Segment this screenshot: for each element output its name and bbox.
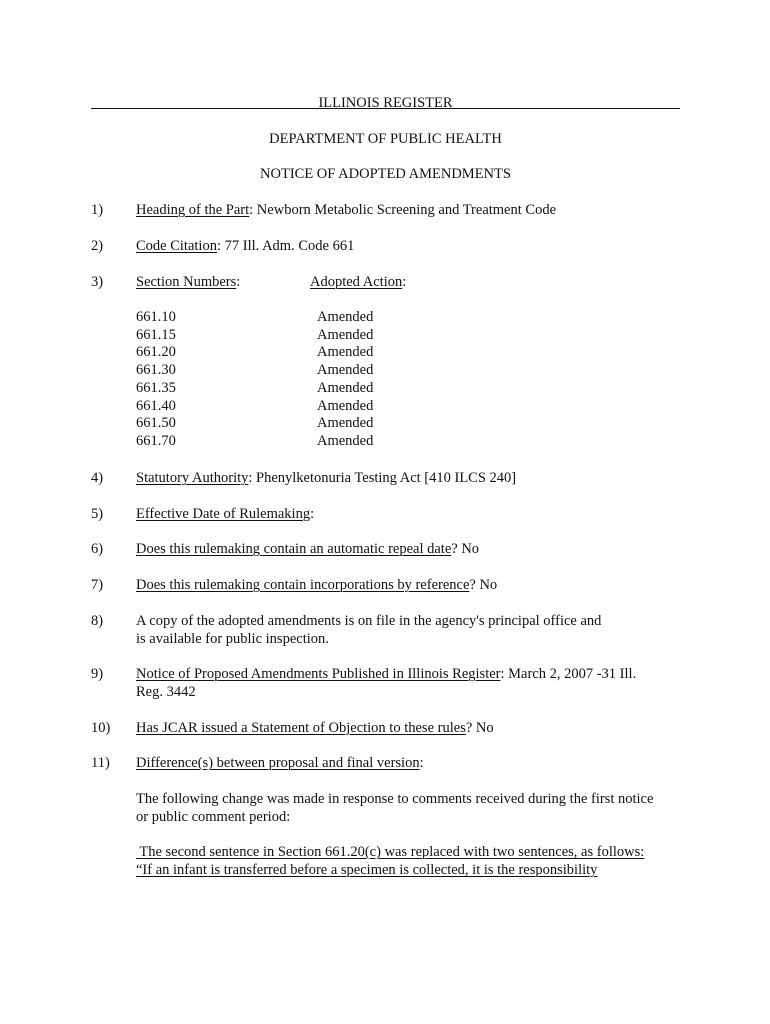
item-label: Does this rulemaking contain an automatic repeal date	[136, 541, 452, 557]
colon: :	[236, 274, 241, 290]
adopted-action: Amended	[317, 326, 374, 343]
adopted-action: Amended	[317, 397, 374, 414]
item-label: Does this rulemaking contain incorporations by reference	[136, 577, 470, 593]
item-number: 6)	[91, 541, 104, 557]
adopted-action: Amended	[317, 415, 374, 432]
item-code-citation	[136, 237, 354, 255]
quoted-line: The second sentence in Section 661.20(c) was replaced with two sentences, as follows:	[136, 844, 645, 860]
register-header: ILLINOIS REGISTER	[318, 95, 453, 111]
item-number: 5)	[91, 506, 104, 522]
section-number: 661.15	[136, 326, 176, 343]
paragraph-line: The following change was made in response to comments received during the first notice	[136, 791, 654, 807]
item-number: 3)	[91, 274, 104, 290]
item-label: Has JCAR issued a Statement of Objection to these rules	[136, 720, 466, 736]
item-label: Section Numbers	[136, 274, 237, 290]
item-label: Effective Date of Rulemaking	[136, 506, 311, 522]
item-number: 8)	[91, 613, 104, 629]
item-effective-date	[136, 505, 314, 523]
adopted-action: Amended	[317, 432, 374, 449]
adopted-action: Amended	[317, 309, 374, 325]
item-number: 4)	[91, 470, 104, 486]
item-value: : 77 Ill. Adm. Code 661	[216, 238, 355, 254]
adopted-action: Amended	[317, 344, 374, 361]
item-incorporations	[136, 576, 497, 594]
item-value: ? No	[451, 541, 480, 557]
section-number: 661.50	[136, 415, 176, 432]
item-automatic-repeal	[136, 540, 479, 558]
item-number: 1)	[91, 202, 104, 218]
item-label: Code Citation	[136, 238, 217, 254]
department-title: DEPARTMENT OF PUBLIC HEALTH	[269, 131, 502, 147]
change-paragraph	[136, 790, 653, 826]
item-notice-published	[136, 665, 636, 701]
item-text-line: Reg. 3442	[136, 684, 196, 700]
item-section-numbers-label	[136, 273, 240, 291]
item-number: 2)	[91, 238, 104, 254]
section-number: 661.40	[136, 397, 176, 414]
item-heading-of-part	[136, 201, 556, 219]
item-value: :	[310, 506, 315, 522]
item-value: :	[419, 755, 424, 771]
header-rule	[91, 108, 680, 109]
item-value: ? No	[465, 720, 494, 736]
quoted-change	[136, 843, 644, 879]
item-statutory-authority	[136, 469, 516, 487]
item-value: ? No	[469, 577, 498, 593]
section-number: 661.20	[136, 344, 176, 361]
section-number: 661.30	[136, 362, 176, 379]
paragraph-line: or public comment period:	[136, 809, 291, 825]
item-adopted-action-label	[310, 273, 406, 291]
item-number: 9)	[91, 666, 104, 682]
item-jcar-objection	[136, 719, 494, 737]
item-label: Statutory Authority	[136, 470, 249, 486]
item-number: 7)	[91, 577, 104, 593]
section-number: 661.35	[136, 379, 176, 396]
item-number: 10)	[91, 720, 111, 736]
item-label: Notice of Proposed Amendments Published in Illinois Register	[136, 666, 501, 682]
item-label: Difference(s) between proposal and final version	[136, 755, 420, 771]
item-value: : March 2, 2007 -31 Ill.	[500, 666, 637, 682]
item-label: Adopted Action	[310, 274, 403, 290]
section-number: 661.10	[136, 309, 176, 325]
colon: :	[402, 274, 407, 290]
item-label: Heading of the Part	[136, 202, 250, 218]
adopted-action: Amended	[317, 362, 374, 379]
item-differences	[136, 754, 424, 772]
item-copy-on-file	[136, 612, 601, 648]
item-value: : Newborn Metabolic Screening and Treatment Code	[249, 202, 557, 218]
section-number: 661.70	[136, 432, 176, 449]
adopted-actions-list	[317, 309, 373, 451]
adopted-action: Amended	[317, 379, 374, 396]
notice-title: NOTICE OF ADOPTED AMENDMENTS	[260, 166, 511, 182]
quoted-line: “If an infant is transferred before a specimen is collected, it is the responsibility	[136, 862, 598, 878]
section-numbers-list	[136, 309, 176, 451]
item-text-line: is available for public inspection.	[136, 631, 329, 647]
item-text-line: A copy of the adopted amendments is on file in the agency's principal office and	[136, 613, 602, 629]
item-value: : Phenylketonuria Testing Act [410 ILCS 240]	[248, 470, 517, 486]
item-number: 11)	[91, 755, 110, 771]
